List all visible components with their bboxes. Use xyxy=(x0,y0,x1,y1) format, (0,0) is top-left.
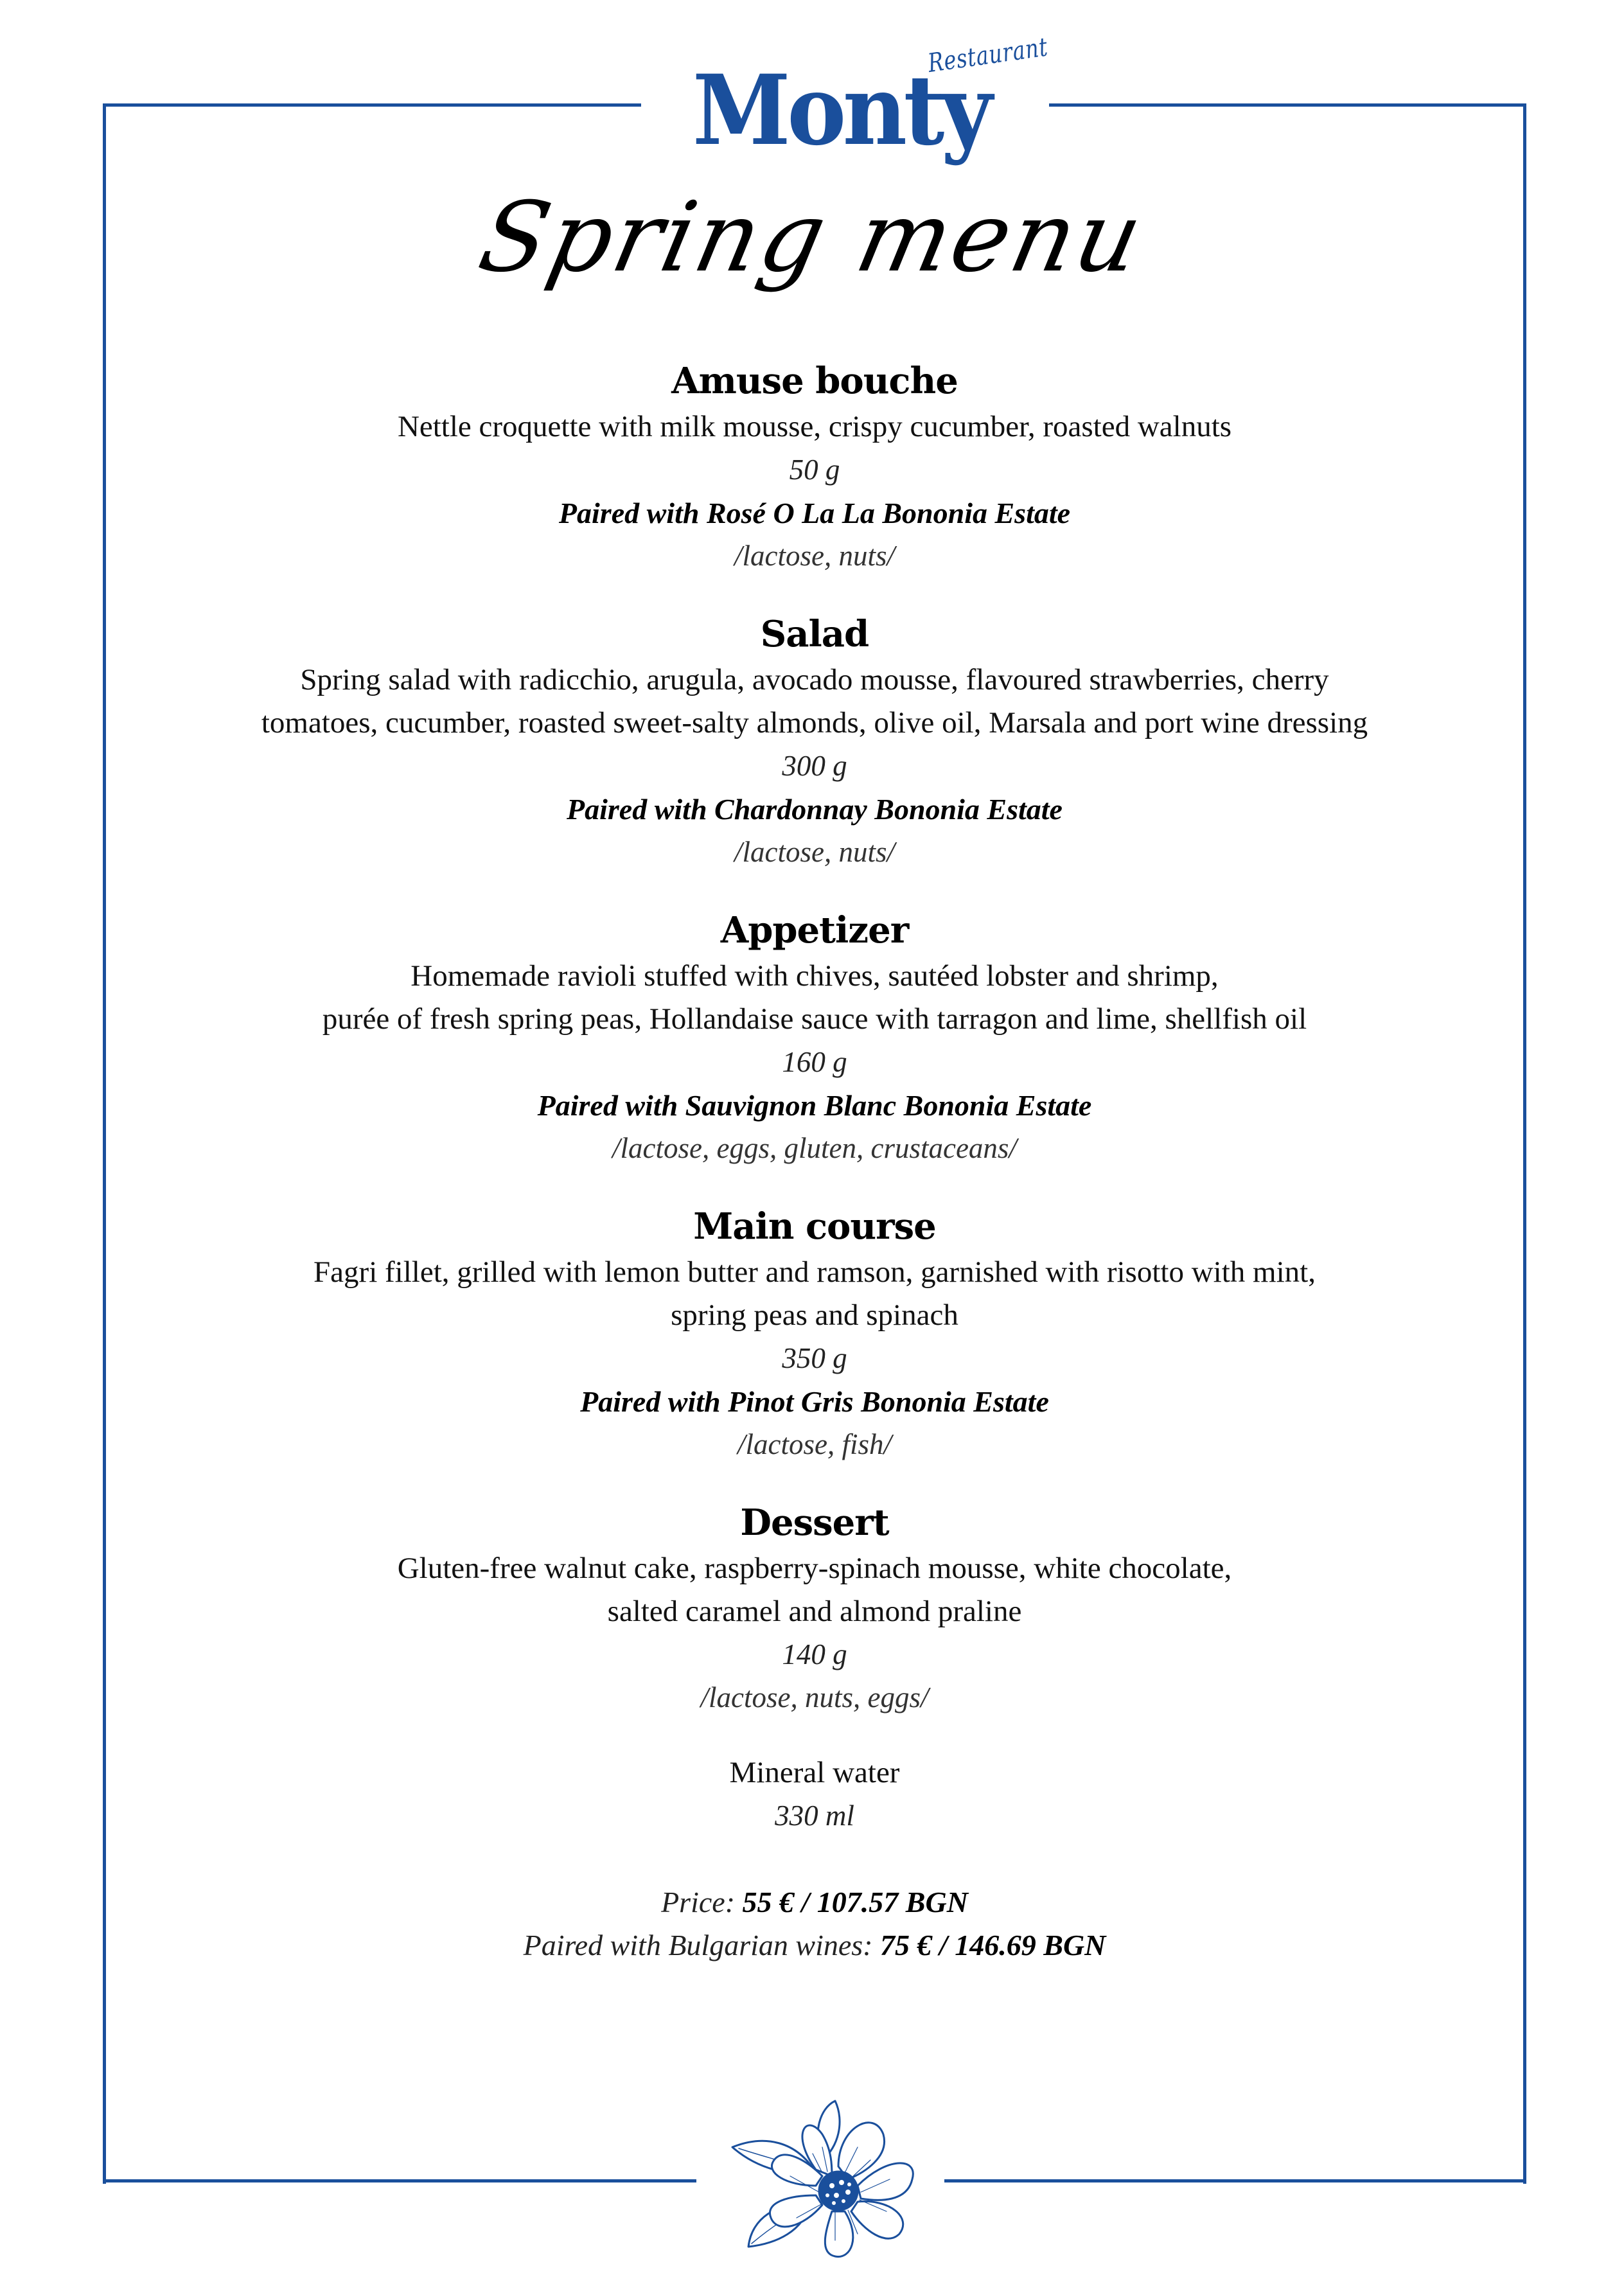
frame-border-top-left xyxy=(103,103,641,107)
frame-border-bottom-right xyxy=(944,2179,1526,2182)
course-description: salted caramel and almond praline xyxy=(607,1595,1022,1628)
course-main xyxy=(106,1202,1523,1466)
course-description: Spring salad with radicchio, arugula, avocado mousse, flavoured strawberries, cherry xyxy=(300,663,1329,696)
course-heading: Amuse bouche xyxy=(671,360,958,402)
allergens: /lactose, fish/ xyxy=(737,1428,892,1460)
menu-list xyxy=(106,357,1523,1967)
price-block xyxy=(106,1881,1523,1967)
course-heading: Appetizer xyxy=(720,909,909,952)
course-description: Homemade ravioli stuffed with chives, sautéed lobster and shrimp, xyxy=(410,959,1219,993)
course-weight: 160 g xyxy=(782,1046,847,1078)
logo-subtitle: Restaurant xyxy=(926,32,1050,78)
allergens: /lactose, nuts/ xyxy=(734,540,895,572)
restaurant-logo xyxy=(687,32,1050,168)
course-weight: 50 g xyxy=(789,454,840,486)
price-paired xyxy=(106,1924,1523,1967)
price-label: Price: xyxy=(661,1886,743,1918)
frame-border-right xyxy=(1523,103,1526,2184)
extra-item-volume: 330 ml xyxy=(775,1800,854,1832)
course-heading: Salad xyxy=(760,613,869,655)
wine-pairing: Paired with Chardonnay Bononia Estate xyxy=(567,793,1063,826)
price-label: Paired with Bulgarian wines: xyxy=(523,1929,880,1961)
frame-border-bottom-left xyxy=(103,2179,696,2182)
course-description: Nettle croquette with milk mousse, crispy cucumber, roasted walnuts xyxy=(397,410,1232,443)
logo-wordmark: Monty xyxy=(693,54,989,167)
page-title: Spring menu xyxy=(470,182,1154,294)
price-base xyxy=(106,1881,1523,1924)
allergens: /lactose, eggs, gluten, crustaceans/ xyxy=(612,1132,1017,1164)
wine-pairing: Paired with Pinot Gris Bononia Estate xyxy=(580,1385,1049,1418)
course-weight: 140 g xyxy=(782,1638,847,1670)
extra-item-name: Mineral water xyxy=(729,1756,900,1789)
frame-border-top-right xyxy=(1049,103,1526,107)
course-weight: 350 g xyxy=(782,1342,847,1374)
course-description: Fagri fillet, grilled with lemon butter and ramson, garnished with risotto with mint, xyxy=(313,1255,1316,1289)
wine-pairing: Paired with Rosé O La La Bononia Estate xyxy=(558,497,1071,529)
flower-icon xyxy=(726,2096,919,2263)
allergens: /lactose, nuts, eggs/ xyxy=(700,1681,929,1713)
course-amuse-bouche xyxy=(106,357,1523,578)
course-description: spring peas and spinach xyxy=(671,1298,958,1332)
course-description: purée of fresh spring peas, Hollandaise sauce with tarragon and lime, shellfish oil xyxy=(322,1002,1307,1036)
course-heading: Dessert xyxy=(740,1501,889,1544)
course-dessert xyxy=(106,1498,1523,1719)
course-description: tomatoes, cucumber, roasted sweet-salty almonds, olive oil, Marsala and port wine dressing xyxy=(261,706,1368,739)
wine-pairing: Paired with Sauvignon Blanc Bononia Estate xyxy=(537,1089,1092,1122)
course-heading: Main course xyxy=(693,1205,936,1248)
allergens: /lactose, nuts/ xyxy=(734,836,895,868)
course-weight: 300 g xyxy=(782,750,847,782)
course-salad xyxy=(106,610,1523,874)
price-value: 55 € / 107.57 BGN xyxy=(742,1886,968,1918)
course-description: Gluten-free walnut cake, raspberry-spinach mousse, white chocolate, xyxy=(397,1552,1232,1585)
extra-item-water xyxy=(106,1751,1523,1837)
price-value: 75 € / 146.69 BGN xyxy=(880,1929,1106,1961)
course-appetizer xyxy=(106,906,1523,1170)
